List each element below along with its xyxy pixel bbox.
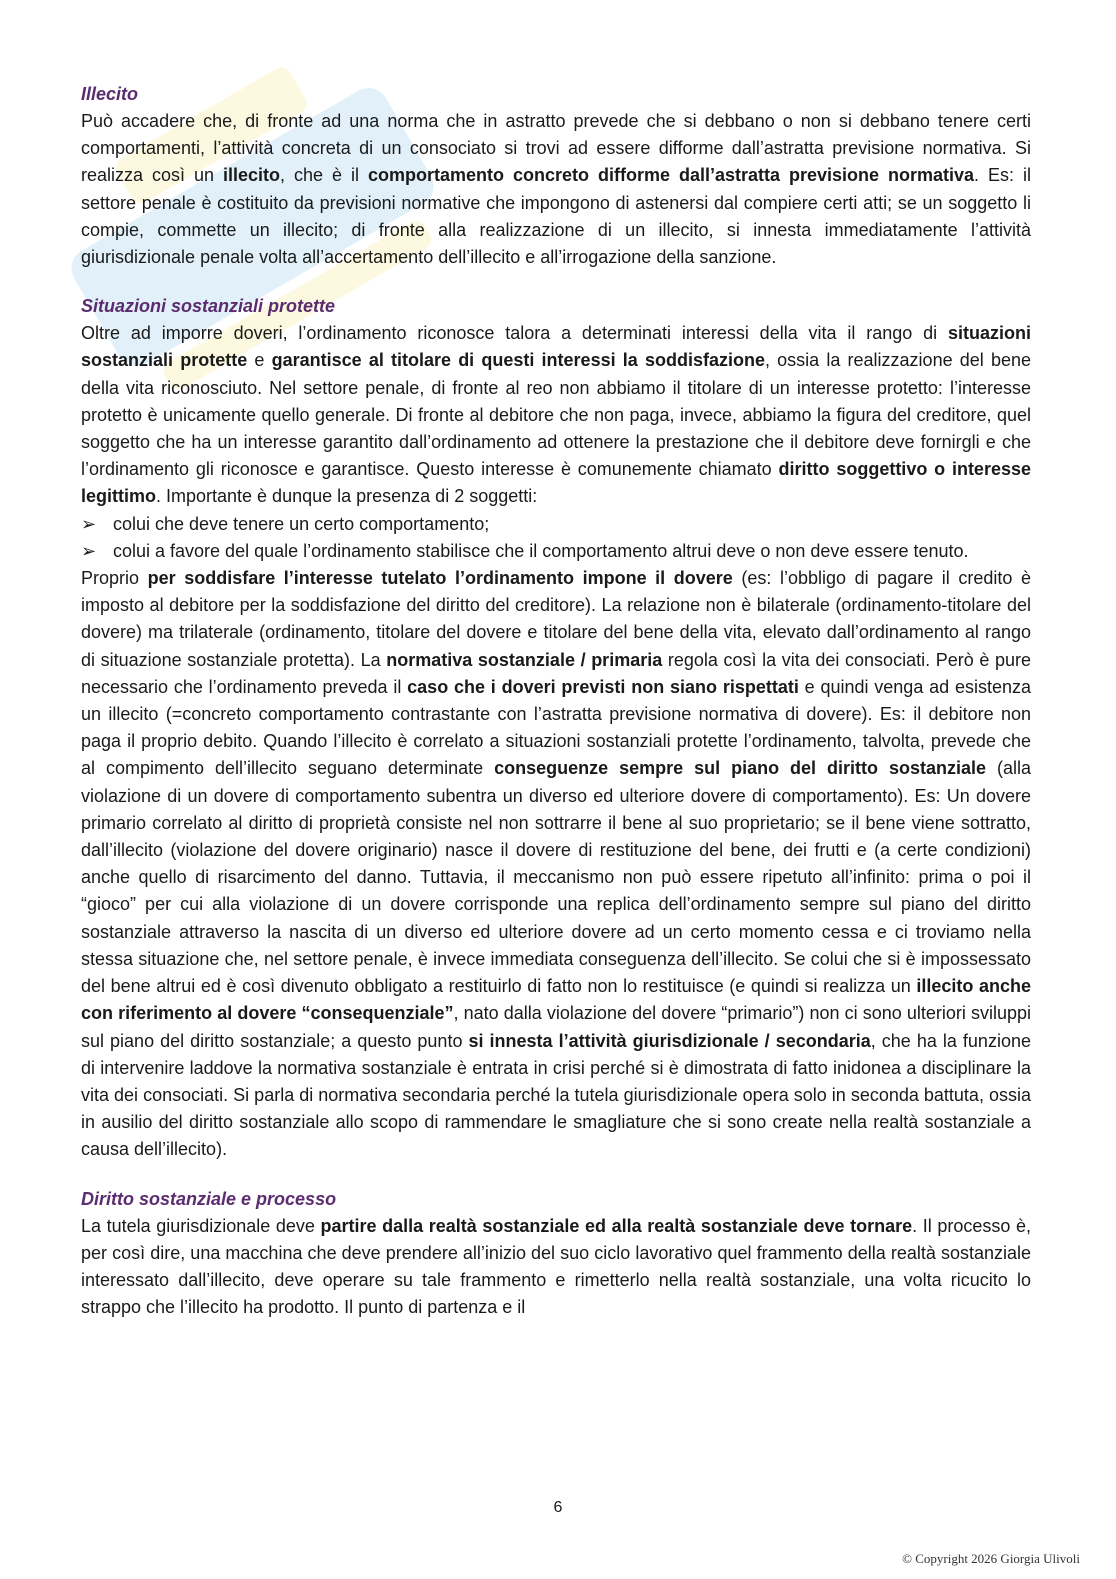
text-run: (alla violazione di un dovere di comportamento subentra un diverso ed ulteriore dovere di comportamento). Es: Un dovere primario correlato al diritto di proprietà consiste nel non sottrarre il bene al suo proprietario; se il bene viene sottratto, dall’illecito (violazione del dovere originario) nasce il dovere di restituzione del bene, dei frutti e (a certe condizioni) anche quello di risarcimento del danno. Tuttavia, il meccanismo non può essere ripetuto all’infinito: prima o poi il “gioco” per cui alla violazione di un dovere corrisponde una replica dell’ordinamento sempre sul piano del diritto sostanziale attraverso la nascita di un diverso ed ulteriore dovere ad un certo momento cessa e ci troviamo nella stessa situazione che, nel settore penale, è invece immediata conseguenza dell’illecito. Se colui che si è impossessato del bene altrui ed è così divenuto obbligato a restituirlo di fatto non lo restituisce (e quindi si realizza un (81, 758, 1032, 997)
text-run: (es: l’obbligo di pagare il credito è imposto al debitore per la soddisfazione del diritto del creditore). La relazione non è bilaterale (ordinamento-titolare del dovere) ma trilaterale (ordinamento, titolare del dovere e titolare del bene della vita, elevato dall’ordinamento al rango di situazione sostanziale protetta). La (81, 568, 1031, 670)
text-run: , che ha la funzione di intervenire laddove la normativa sostanziale è entrata in crisi perché si è dimostrata di fatto inidonea a disciplinare la vita dei consociati. Si parla di normativa secondaria perché la tutela giurisdizionale opera solo in seconda battuta, ossia in ausilio del diritto sostanziale allo scopo di rammendare le smagliature che si sono create nella realtà sostanziale a causa dell’illecito). (81, 1030, 1031, 1160)
bold-text: illecito anche con riferimento al dovere “consequenziale” (81, 976, 1031, 1024)
bold-text: si innesta l’attività giurisdizionale / secondaria (468, 1030, 871, 1051)
page-number: 6 (553, 1499, 563, 1516)
bold-text: garantisce al titolare di questi interessi la soddisfazione (271, 350, 765, 371)
heading-illecito: Illecito (81, 84, 139, 104)
text-run: . Es: il settore penale è costituito da previsioni normative che impongono di astenersi dal compiere certi atti; se un soggetto li compie, commette un illecito; di fronte alla realizzazione di un illecito, si innesta immediatamente l’attività giurisdizionale penale volta all’accertamento dell’illecito e all’irrogazione della sanzione. (81, 165, 1032, 268)
list-item: ➢ colui a favore del quale l’ordinamento stabilisce che il comportamento altrui deve o non deve essere tenuto. (81, 538, 1031, 565)
paragraph-situazioni-2 (81, 565, 1031, 1163)
list-item: ➢ colui che deve tenere un certo comportamento; (81, 511, 1031, 538)
text-run: , nato dalla violazione del dovere “primario”) non ci sono ulteriori sviluppi sul piano del diritto sostanziale; a questo punto (81, 1003, 1031, 1051)
text-run: Proprio (81, 568, 148, 589)
text-run: , che è il (280, 165, 368, 186)
bold-text: caso che i doveri previsti non siano rispettati (407, 676, 799, 697)
bold-text: situazioni sostanziali protette (81, 323, 1031, 371)
text-run: Può accadere che, di fronte ad una norma che in astratto prevede che si debbano o non si debbano tenere certi comportamenti, l’attività concreta di un consociato si trovi ad essere difforme dall’astratta previsione normativa. Si realizza così un (81, 111, 1031, 186)
bold-text: diritto soggettivo o interesse legittimo (81, 459, 1031, 507)
bullet-list (81, 511, 1031, 565)
text-run: e (247, 350, 272, 371)
bold-text: normativa sostanziale / primaria (386, 649, 663, 670)
document-page (81, 80, 1031, 1321)
copyright-notice: © Copyright 2026 Giorgia Ulivoli (902, 1551, 1080, 1566)
bold-text: partire dalla realtà sostanziale ed alla realtà sostanziale deve tornare (320, 1215, 913, 1236)
paragraph-diritto-processo (81, 1213, 1031, 1322)
heading-diritto-processo: Diritto sostanziale e processo (81, 1188, 337, 1209)
paragraph-illecito (81, 108, 1031, 271)
arrow-bullet-icon: ➢ (81, 540, 97, 561)
text-run: . Importante è dunque la presenza di 2 soggetti: (156, 486, 538, 507)
text-run: . Il processo è, per così dire, una macchina che deve prendere all’inizio del suo ciclo lavorativo quel frammento della realtà sostanziale interessato dall’illecito, deve operare su tale frammento e rimetterlo nella realtà sostanziale, una volta ricucito lo strappo che l’illecito ha prodotto. Il punto di partenza e il (81, 1215, 1032, 1318)
text-run: e quindi venga ad esistenza un illecito (=concreto comportamento contrastante con l’astratta previsione normativa di dovere). Es: il debitore non paga il proprio debito. Quando l’illecito è correlato a situazioni sostanziali protette l’ordinamento, talvolta, prevede che al compimento dell’illecito seguano determinate (81, 676, 1031, 779)
bold-text: per soddisfare l’interesse tutelato l’ordinamento impone il dovere (147, 568, 733, 589)
bold-text: conseguenze sempre sul piano del diritto sostanziale (494, 758, 987, 779)
bold-text: comportamento concreto difforme dall’astratta previsione normativa (368, 165, 975, 186)
text-run: La tutela giurisdizionale deve (81, 1215, 321, 1236)
heading-situazioni: Situazioni sostanziali protette (81, 296, 336, 317)
text-run: regola così la vita dei consociati. Però è pure necessario che l’ordinamento preveda il (81, 649, 1031, 697)
text-run: Oltre ad imporre doveri, l’ordinamento riconosce talora a determinati interessi della vita il rango di (81, 323, 948, 344)
paragraph-situazioni-1 (81, 320, 1031, 510)
bold-text: illecito (223, 165, 281, 186)
arrow-bullet-icon: ➢ (81, 513, 97, 534)
text-run: , ossia la realizzazione del bene della vita riconosciuto. Nel settore penale, di fronte al reo non abbiamo il titolare di un interesse protetto: l’interesse protetto è unicamente quello generale. Di fronte al debitore che non paga, invece, abbiamo la figura del creditore, quel soggetto che ha un interesse garantito dall’ordinamento ad ottenere la prestazione che il debitore deve fornirgli e che l’ordinamento gli riconosce e garantisce. Questo interesse è comunemente chiamato (81, 350, 1032, 480)
